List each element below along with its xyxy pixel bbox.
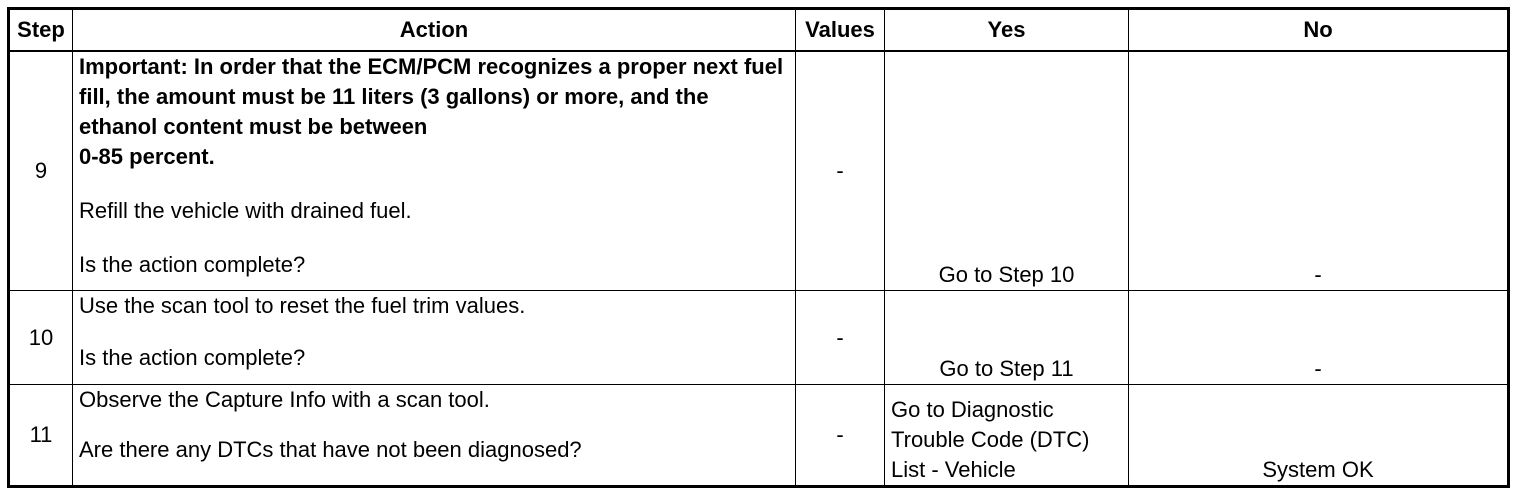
header-step: Step (9, 9, 73, 52)
no-cell: System OK (1129, 385, 1509, 487)
yes-line: Trouble Code (DTC) (891, 427, 1090, 452)
yes-cell: Go to Step 11 (885, 291, 1129, 385)
values-cell: - (796, 385, 885, 487)
values-cell: - (796, 51, 885, 291)
table-row-step-11 (9, 385, 1509, 487)
header-action: Action (73, 9, 796, 52)
diagnostic-table (7, 7, 1510, 488)
important-note: Important: In order that the ECM/PCM recognizes a proper next fuel fill, the amount must be 11 liters (3 gallons) or more, and the ethanol content must be between (79, 54, 784, 139)
table-header-row (9, 9, 1509, 52)
action-instruction: Observe the Capture Info with a scan tool. (79, 387, 490, 412)
action-cell (73, 291, 796, 385)
action-instruction: Use the scan tool to reset the fuel trim values. (79, 293, 526, 318)
values-cell: - (796, 291, 885, 385)
action-instruction: Refill the vehicle with drained fuel. (79, 198, 412, 223)
action-question: Is the action complete? (79, 345, 306, 370)
header-yes: Yes (885, 9, 1129, 52)
yes-line: Go to Diagnostic (891, 397, 1054, 422)
action-cell (73, 385, 796, 487)
action-question: Are there any DTCs that have not been diagnosed? (79, 437, 582, 462)
no-cell: - (1129, 291, 1509, 385)
header-no: No (1129, 9, 1509, 52)
action-question: Is the action complete? (79, 252, 306, 277)
yes-cell (885, 385, 1129, 487)
important-note-tail: 0-85 percent. (79, 144, 215, 169)
action-cell (73, 51, 796, 291)
table-row-step-10 (9, 291, 1509, 385)
yes-cell: Go to Step 10 (885, 51, 1129, 291)
diagnostic-table-container (7, 7, 1510, 488)
table-row-step-9 (9, 51, 1509, 291)
step-number: 11 (9, 385, 73, 487)
no-cell: - (1129, 51, 1509, 291)
header-values: Values (796, 9, 885, 52)
step-number: 10 (9, 291, 73, 385)
step-number: 9 (9, 51, 73, 291)
yes-line: List - Vehicle (891, 457, 1016, 482)
